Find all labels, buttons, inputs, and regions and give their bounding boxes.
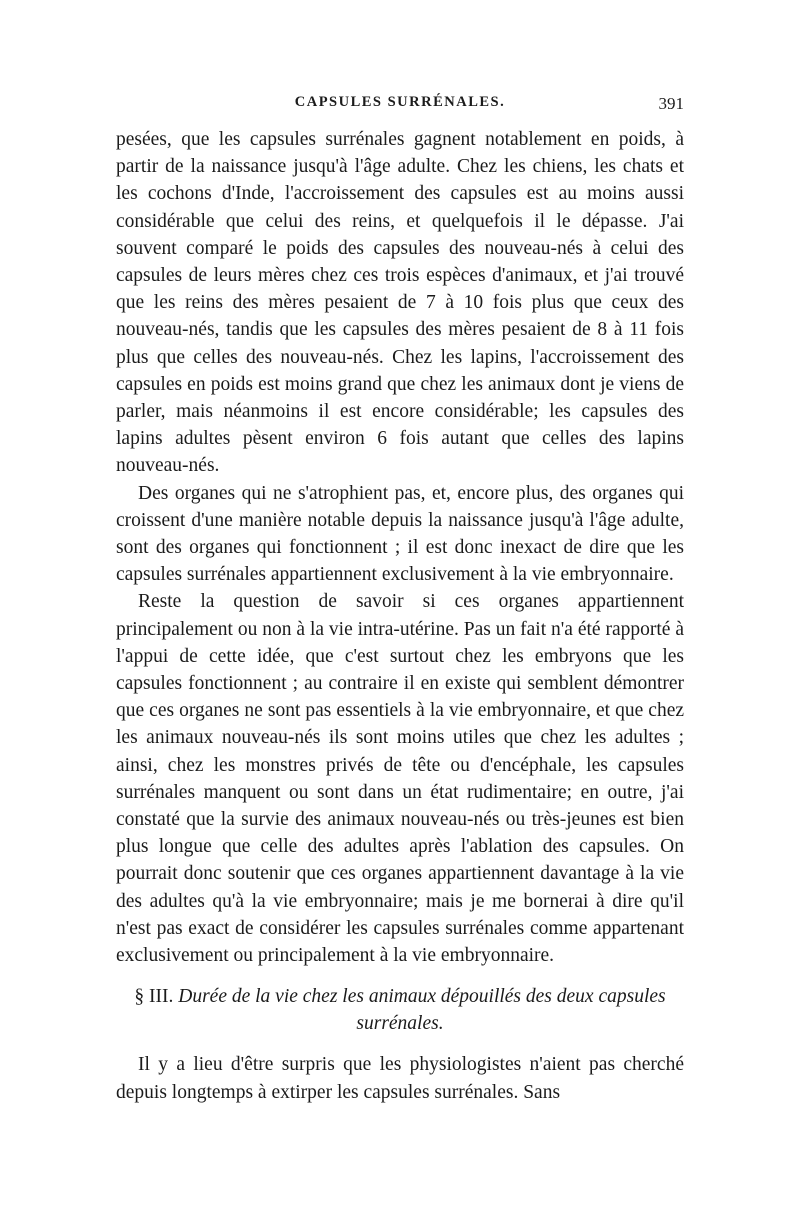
paragraph-3: Reste la question de savoir si ces organes appartiennent principalement ou non à la vie intra-utérine. Pas un fait n'a été rapporté à l'appui de cette idée, que c'est surtout chez les embryons que les capsules fonctionnent ; au contraire il en existe qui semblent démontrer que ces organes ne sont pas essentiels à la vie embryonnaire, et que chez les animaux nouveau-nés ils sont moins utiles que chez les adultes ; ainsi, chez les monstres privés de tête ou d'encéphale, les capsules surrénales manquent ou sont dans un état rudimentaire; en outre, j'ai constaté que la survie des animaux nouveau-nés ou très-jeunes est bien plus longue que celle des adultes après l'ablation des capsules. On pourrait donc soutenir que ces organes appartiennent davantage à la vie des adultes qu'à la vie embryonnaire; mais je me bornerai à dire qu'il n'est pas exact de considérer les capsules surrénales comme appartenant exclusivement ou principalement à la vie embryonnaire.	[116, 591, 684, 967]
paragraph-4: Il y a lieu d'être surpris que les physiologistes n'aient pas cherché depuis longtemps à extirper les capsules surrénales. Sans	[116, 1054, 684, 1103]
running-head	[116, 94, 684, 122]
page-number: 391	[658, 94, 684, 113]
running-title: CAPSULES SURRÉNALES.	[294, 94, 506, 110]
paragraph-2: Des organes qui ne s'atrophient pas, et, encore plus, des organes qui croissent d'une manière notable depuis la naissance jusqu'à l'âge adulte, sont des organes qui fonctionnent ; il est donc inexact de dire que les capsules surrénales appartiennent exclusivement à la vie embryonnaire.	[116, 482, 684, 586]
text-block	[116, 126, 684, 1106]
section-heading	[116, 983, 684, 1037]
paragraph-1: pesées, que les capsules surrénales gagnent notablement en poids, à partir de la naissance jusqu'à l'âge adulte. Chez les chiens, les chats et les cochons d'Inde, l'accroissement des capsules est au moins aussi considérable que celui des reins, et quelquefois il le dépasse. J'ai souvent comparé le poids des capsules des nouveau-nés à celui des capsules de leurs mères chez ces trois espèces d'animaux, et j'ai trouvé que les reins des mères pesaient de 7 à 10 fois plus que ceux des nouveau-nés, tandis que les capsules des mères pesaient de 8 à 11 fois plus que celles des nouveau-nés. Chez les lapins, l'accroissement des capsules en poids est moins grand que chez les animaux dont je viens de parler, mais néanmoins il est encore considérable; les capsules des lapins adultes pèsent environ 6 fois autant que celles des lapins nouveau-nés.	[116, 129, 684, 477]
section-title: Durée de la vie chez les animaux dépouillés des deux capsules surrénales.	[178, 986, 666, 1035]
section-number: § III.	[134, 986, 174, 1008]
